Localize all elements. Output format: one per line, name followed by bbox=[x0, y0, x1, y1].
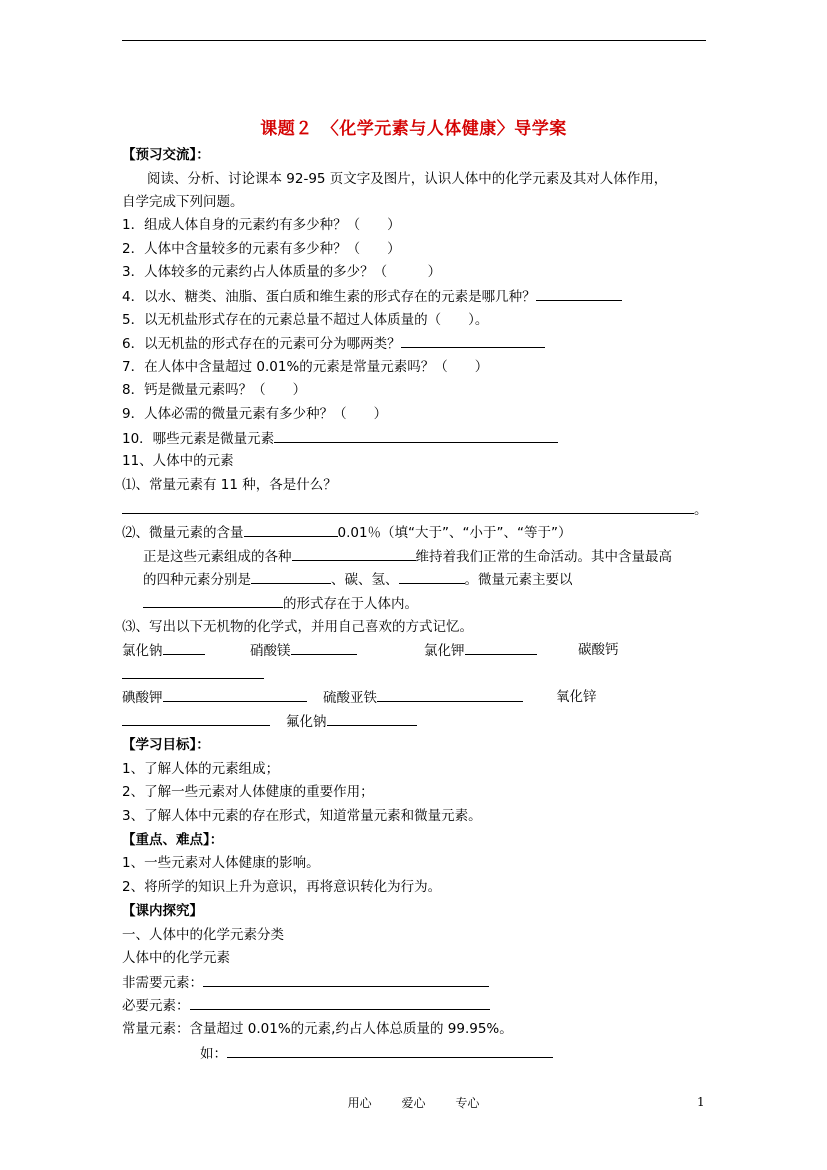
goal-1: 1、了解人体的元素组成； bbox=[122, 761, 280, 777]
preview-intro-1: 阅读、分析、讨论课本 92-95 页文字及图片，认识人体中的化学元素及其对人体作用， bbox=[147, 171, 668, 187]
formula-caco3-answer bbox=[122, 665, 264, 684]
answer-blank[interactable] bbox=[292, 547, 416, 561]
question-7: 7．在人体中含量超过 0.01%的元素是常量元素吗？（ ） bbox=[122, 359, 489, 375]
explore-section-2: 人体中的化学元素 bbox=[122, 950, 230, 966]
formula-feso4: 硫酸亚铁 bbox=[323, 688, 523, 707]
answer-blank[interactable] bbox=[227, 1044, 553, 1058]
question-11-1-answer: 。 bbox=[122, 500, 708, 519]
explore-example: 如： bbox=[200, 1044, 553, 1063]
goal-2: 2、了解一些元素对人体健康的重要作用； bbox=[122, 784, 374, 800]
answer-blank[interactable] bbox=[251, 570, 331, 584]
explore-section-1: 一、人体中的化学元素分类 bbox=[122, 927, 284, 943]
goal-3: 3、了解人体中元素的存在形式，知道常量元素和微量元素。 bbox=[122, 808, 482, 824]
footer-text-1: 用心 bbox=[347, 1096, 372, 1110]
formula-kio3: 碘酸钾 bbox=[122, 688, 307, 707]
explore-essential: 必要元素： bbox=[122, 996, 490, 1015]
answer-blank[interactable] bbox=[122, 500, 694, 514]
footer-text-3: 专心 bbox=[455, 1096, 480, 1110]
formula-caco3: 碳酸钙 bbox=[578, 642, 619, 658]
answer-blank[interactable] bbox=[244, 523, 338, 537]
formula-kcl: 氯化钾 bbox=[424, 641, 537, 660]
answer-blank[interactable] bbox=[536, 287, 622, 301]
question-11-3: ⑶、写出以下无机物的化学式，并用自己喜欢的方式记忆。 bbox=[122, 619, 473, 635]
question-9: 9．人体必需的微量元素有多少种？（ ） bbox=[122, 406, 388, 422]
page-title: 课题２ 〈化学元素与人体健康〉导学案 bbox=[260, 119, 567, 139]
answer-blank[interactable] bbox=[399, 570, 465, 584]
question-8: 8．钙是微量元素吗？（ ） bbox=[122, 382, 307, 398]
answer-blank[interactable] bbox=[274, 429, 558, 443]
question-11-2-line3: 的四种元素分别是 、碳、氢、 。微量元素主要以 bbox=[143, 572, 573, 588]
question-11-2: ⑵、微量元素的含量 0.01％（填“大于”、“小于”、“等于”） bbox=[122, 525, 572, 541]
answer-blank[interactable] bbox=[190, 996, 490, 1010]
question-4: 4．以水、糖类、油脂、蛋白质和维生素的形式存在的元素是哪几种？ bbox=[122, 287, 622, 306]
formula-mgno3: 硝酸镁 bbox=[250, 641, 357, 660]
answer-blank[interactable] bbox=[122, 712, 270, 726]
answer-blank[interactable] bbox=[465, 641, 537, 655]
question-11-1: ⑴、常量元素有 11 种，各是什么？ bbox=[122, 477, 337, 493]
formula-nacl: 氯化钠 bbox=[122, 641, 205, 660]
answer-blank[interactable] bbox=[401, 334, 545, 348]
formula-naf: 氟化钠 bbox=[286, 712, 417, 731]
page-number: 1 bbox=[697, 1095, 705, 1109]
answer-blank[interactable] bbox=[291, 641, 357, 655]
answer-blank[interactable] bbox=[163, 688, 307, 702]
preview-intro-2: 自学完成下列问题。 bbox=[122, 194, 244, 210]
question-11-2-line2: 正是这些元素组成的各种 维持着我们正常的生命活动。其中含量最高 bbox=[143, 549, 672, 565]
answer-blank[interactable] bbox=[163, 641, 205, 655]
explore-heading: 【课内探究】 bbox=[122, 903, 203, 919]
key-points-heading: 【重点、难点】： bbox=[122, 832, 224, 848]
footer-text-2: 爱心 bbox=[401, 1096, 426, 1110]
answer-blank[interactable] bbox=[327, 712, 417, 726]
question-5: 5．以无机盐形式存在的元素总量不超过人体质量的（ ）。 bbox=[122, 312, 489, 328]
question-1: 1．组成人体自身的元素约有多少种？（ ） bbox=[122, 217, 401, 233]
key-point-2: 2、将所学的知识上升为意识，再将意识转化为行为。 bbox=[122, 879, 442, 895]
key-point-1: 1、一些元素对人体健康的影响。 bbox=[122, 855, 320, 871]
question-11: 11、人体中的元素 bbox=[122, 453, 234, 469]
goals-heading: 【学习目标】： bbox=[122, 737, 210, 753]
preview-heading: 【预习交流】： bbox=[122, 147, 210, 163]
answer-blank[interactable] bbox=[143, 594, 283, 608]
question-10: 10．哪些元素是微量元素 bbox=[122, 429, 558, 448]
answer-blank[interactable] bbox=[203, 973, 489, 987]
question-11-2-line4: 的形式存在于人体内。 bbox=[143, 594, 418, 613]
header-rule bbox=[122, 40, 706, 41]
formula-zno: 氧化锌 bbox=[556, 689, 597, 705]
question-6: 6．以无机盐的形式存在的元素可分为哪两类？ bbox=[122, 334, 545, 353]
formula-zno-answer bbox=[122, 712, 270, 731]
answer-blank[interactable] bbox=[377, 688, 523, 702]
question-2: 2．人体中含量较多的元素有多少种？（ ） bbox=[122, 241, 401, 257]
answer-blank[interactable] bbox=[122, 665, 264, 679]
explore-macro: 常量元素：含量超过 0.01%的元素,约占人体总质量的 99.95%。 bbox=[122, 1021, 513, 1037]
question-3: 3．人体较多的元素约占人体质量的多少？（ ） bbox=[122, 264, 442, 280]
explore-nonessential: 非需要元素： bbox=[122, 973, 489, 992]
